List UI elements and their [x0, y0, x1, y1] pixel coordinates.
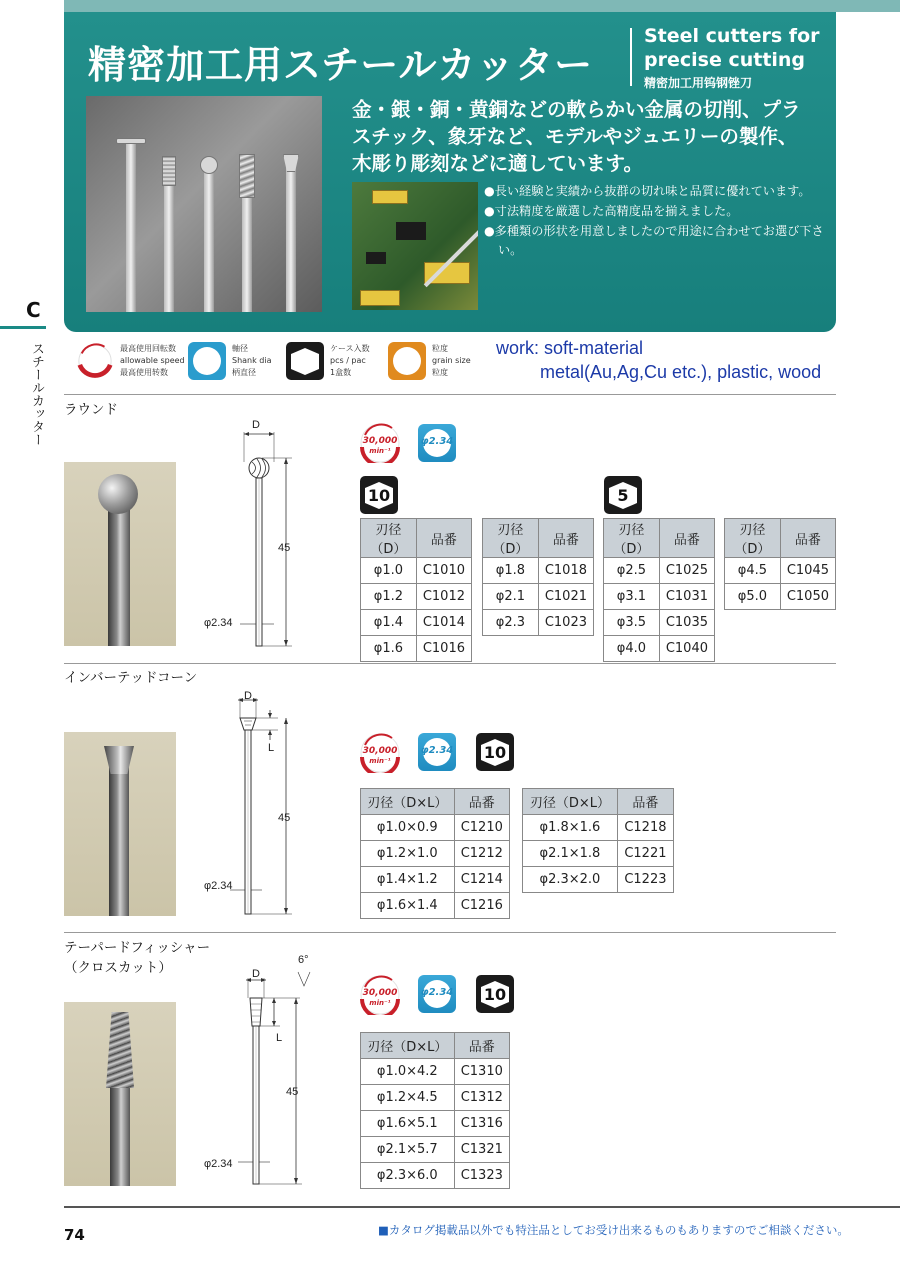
section-title-line1: テーパードフィッシャー: [64, 940, 211, 956]
legend-label: 軸径: [232, 344, 248, 353]
divider: [64, 932, 836, 933]
inverted-cone-photo: [64, 732, 176, 916]
cell-code: C1218: [617, 815, 673, 841]
shank-icon: [188, 342, 226, 380]
table-row: [604, 584, 715, 610]
speed-value: 30,000: [362, 988, 398, 998]
round-table-4: [724, 518, 836, 610]
cell-code: C1323: [454, 1163, 509, 1189]
work-note-line1: work: soft-material: [496, 338, 644, 358]
cell-code: C1021: [538, 584, 593, 610]
cell-code: C1010: [416, 558, 471, 584]
dim-d: D: [252, 419, 260, 431]
dim-l: L: [268, 742, 275, 754]
cell-code: C1035: [659, 610, 714, 636]
lead-line1: 金・銀・銅・黄銅などの軟らかい金属の切削、プラ: [352, 98, 801, 121]
speed-value: 30,000: [362, 746, 398, 756]
speed-unit: min⁻¹: [369, 999, 391, 1007]
cell-dia: φ4.0: [604, 636, 660, 662]
shank-badge: [418, 424, 456, 462]
round-photo: [64, 462, 176, 646]
table-row: [361, 815, 510, 841]
table-row: [725, 558, 836, 584]
case-badge: [360, 476, 398, 514]
col-header: 刃径（D×L）: [361, 1033, 455, 1059]
col-header: 品番: [454, 1033, 509, 1059]
legend-label: Shank dia: [232, 356, 272, 365]
lead-line3: 木彫り彫刻などに適しています。: [352, 152, 643, 175]
legend-label: ケース入数: [330, 344, 370, 353]
footer-divider: [64, 1206, 900, 1208]
cell-dia: φ1.2×1.0: [361, 841, 455, 867]
pcb-photo: [352, 182, 478, 310]
chinese-title: 精密加工用钨钢锉刀: [644, 76, 753, 90]
table-row: [361, 841, 510, 867]
cell-code: C1312: [454, 1085, 509, 1111]
inverted-cone-table-1: [360, 788, 510, 919]
speed-badge: [360, 733, 400, 773]
top-strip: [64, 0, 900, 12]
dim-length: 45: [278, 542, 291, 554]
cell-dia: φ2.3×6.0: [361, 1163, 455, 1189]
shank-value: φ2.34: [420, 745, 454, 756]
legend-label: grain size: [432, 356, 471, 365]
shank-badge: [418, 733, 456, 771]
divider: [64, 394, 836, 395]
cell-code: C1223: [617, 867, 673, 893]
round-table-3: [603, 518, 715, 662]
round-table-2: [482, 518, 594, 636]
case-icon: [286, 342, 324, 380]
dim-length: 45: [286, 1086, 299, 1098]
legend-label: 粒度: [432, 368, 448, 377]
table-row: [361, 867, 510, 893]
dim-shank: φ2.34: [204, 1158, 233, 1170]
feature-bullet: ●寸法精度を厳選した高精度品を揃えました。: [484, 204, 739, 218]
cell-code: C1016: [416, 636, 471, 662]
col-header: 品番: [454, 789, 509, 815]
cell-dia: φ2.1×5.7: [361, 1137, 455, 1163]
col-header: 刃径（D）: [604, 519, 660, 558]
table-row: [361, 1137, 510, 1163]
section-title-tapered-fissure: [64, 938, 210, 978]
footer-note: ■カタログ掲載品以外でも特注品としてお受け出来るものもありますのでご相談ください。: [378, 1223, 849, 1237]
inverted-cone-table-2: [522, 788, 674, 893]
speed-unit: min⁻¹: [369, 757, 391, 765]
cell-dia: φ2.1×1.8: [523, 841, 618, 867]
legend-label: 柄直径: [232, 368, 256, 377]
legend-label: allowable speed: [120, 356, 185, 365]
table-row: [483, 558, 594, 584]
cell-dia: φ5.0: [725, 584, 781, 610]
cell-dia: φ3.5: [604, 610, 660, 636]
legend-shank: [188, 340, 288, 384]
table-row: [523, 841, 674, 867]
page-title: 精密加工用スチールカッター: [88, 43, 594, 87]
cell-code: C1216: [454, 893, 509, 919]
section-title-line2: （クロスカット）: [64, 960, 172, 976]
cutters-photo: [86, 96, 322, 312]
legend-speed: [76, 340, 186, 384]
section-title-round: ラウンド: [64, 402, 118, 418]
section-marker-line: [0, 326, 46, 329]
table-row: [604, 610, 715, 636]
cell-code: C1018: [538, 558, 593, 584]
col-header: 品番: [659, 519, 714, 558]
cell-code: C1023: [538, 610, 593, 636]
tapered-fissure-table: [360, 1032, 510, 1189]
title-divider: [630, 28, 632, 86]
section-letter: C: [26, 298, 41, 322]
table-row: [523, 867, 674, 893]
inverted-cone-drawing: [200, 688, 320, 932]
cell-dia: φ2.1: [483, 584, 539, 610]
cell-code: C1012: [416, 584, 471, 610]
dim-length: 45: [278, 812, 291, 824]
tapered-fissure-photo: [64, 1002, 176, 1186]
legend-label: pcs / pac: [330, 356, 366, 365]
case-count: 10: [483, 743, 507, 762]
col-header: 品番: [617, 789, 673, 815]
table-row: [361, 893, 510, 919]
legend-case: [286, 340, 386, 384]
cell-dia: φ3.1: [604, 584, 660, 610]
case-count: 10: [367, 486, 391, 505]
english-title: [644, 24, 820, 72]
table-row: [361, 1059, 510, 1085]
feature-bullet: ●長い経験と実績から抜群の切れ味と品質に優れています。: [484, 184, 811, 198]
english-title-line1: Steel cutters for: [644, 25, 820, 47]
table-row: [361, 558, 472, 584]
case-badge: [604, 476, 642, 514]
cell-code: C1221: [617, 841, 673, 867]
speed-unit: min⁻¹: [369, 447, 391, 455]
legend-label: 最高使用回転数: [120, 344, 176, 353]
legend-label: 最高使用转数: [120, 368, 168, 377]
feature-bullets: [484, 182, 824, 261]
cell-dia: φ2.5: [604, 558, 660, 584]
lead-line2: スチック、象牙など、モデルやジュエリーの製作、: [352, 125, 798, 148]
shank-badge: [418, 975, 456, 1013]
cell-code: C1050: [780, 584, 835, 610]
speed-badge: [360, 423, 400, 463]
case-count: 5: [617, 486, 629, 505]
case-badge: [476, 733, 514, 771]
table-row: [361, 610, 472, 636]
col-header: 刃径（D）: [725, 519, 781, 558]
col-header: 刃径（D×L）: [361, 789, 455, 815]
table-row: [361, 1111, 510, 1137]
round-table-1: [360, 518, 472, 662]
divider: [64, 663, 836, 664]
cell-dia: φ1.6: [361, 636, 417, 662]
cell-dia: φ1.6×1.4: [361, 893, 455, 919]
work-note: [496, 336, 821, 384]
table-row: [483, 610, 594, 636]
col-header: 品番: [416, 519, 471, 558]
dim-l: L: [276, 1032, 283, 1044]
cell-code: C1045: [780, 558, 835, 584]
cell-code: C1212: [454, 841, 509, 867]
cell-dia: φ1.0×4.2: [361, 1059, 455, 1085]
table-row: [361, 1085, 510, 1111]
table-row: [523, 815, 674, 841]
work-note-line2: metal(Au,Ag,Cu etc.), plastic, wood: [540, 362, 822, 382]
cell-dia: φ1.2×4.5: [361, 1085, 455, 1111]
cell-dia: φ2.3×2.0: [523, 867, 618, 893]
speed-badge: [360, 975, 400, 1015]
cell-dia: φ1.8: [483, 558, 539, 584]
legend-grain: [388, 340, 488, 384]
speed-icon: [76, 342, 114, 380]
cell-dia: φ1.0×0.9: [361, 815, 455, 841]
case-badge: [476, 975, 514, 1013]
cell-code: C1316: [454, 1111, 509, 1137]
cell-code: C1040: [659, 636, 714, 662]
section-side-label: スチールカッター: [29, 342, 44, 446]
table-row: [604, 636, 715, 662]
legend-label: 粒度: [432, 344, 448, 353]
dim-shank: φ2.34: [204, 880, 233, 892]
table-row: [361, 584, 472, 610]
lead-text: [352, 96, 822, 177]
cell-dia: φ1.4×1.2: [361, 867, 455, 893]
col-header: 品番: [780, 519, 835, 558]
cell-dia: φ1.0: [361, 558, 417, 584]
table-row: [361, 1163, 510, 1189]
col-header: 刃径（D）: [483, 519, 539, 558]
case-count: 10: [483, 985, 507, 1004]
grain-icon: [388, 342, 426, 380]
col-header: 品番: [538, 519, 593, 558]
header-banner: [64, 12, 836, 332]
english-title-line2: precise cutting: [644, 49, 806, 71]
shank-value: φ2.34: [420, 436, 454, 447]
cell-dia: φ1.6×5.1: [361, 1111, 455, 1137]
cell-code: C1310: [454, 1059, 509, 1085]
table-row: [483, 584, 594, 610]
page-number: 74: [64, 1226, 85, 1244]
dim-angle: 6°: [298, 954, 309, 966]
cell-code: C1210: [454, 815, 509, 841]
table-row: [725, 584, 836, 610]
cell-dia: φ2.3: [483, 610, 539, 636]
col-header: 刃径（D）: [361, 519, 417, 558]
legend-label: 1盒数: [330, 368, 352, 377]
cell-code: C1214: [454, 867, 509, 893]
dim-d: D: [244, 690, 252, 702]
feature-bullet: ●多種類の形状を用意しましたので用途に合わせてお選び下さい。: [484, 224, 824, 257]
cell-code: C1014: [416, 610, 471, 636]
cell-code: C1031: [659, 584, 714, 610]
col-header: 刃径（D×L）: [523, 789, 618, 815]
speed-value: 30,000: [362, 436, 398, 446]
cell-dia: φ1.8×1.6: [523, 815, 618, 841]
cell-dia: φ1.2: [361, 584, 417, 610]
shank-value: φ2.34: [420, 987, 454, 998]
cell-code: C1025: [659, 558, 714, 584]
cell-code: C1321: [454, 1137, 509, 1163]
table-row: [604, 558, 715, 584]
dim-d: D: [252, 968, 260, 980]
table-row: [361, 636, 472, 662]
cell-dia: φ4.5: [725, 558, 781, 584]
section-title-inverted-cone: インバーテッドコーン: [64, 670, 198, 686]
cell-dia: φ1.4: [361, 610, 417, 636]
dim-shank: φ2.34: [204, 617, 233, 629]
